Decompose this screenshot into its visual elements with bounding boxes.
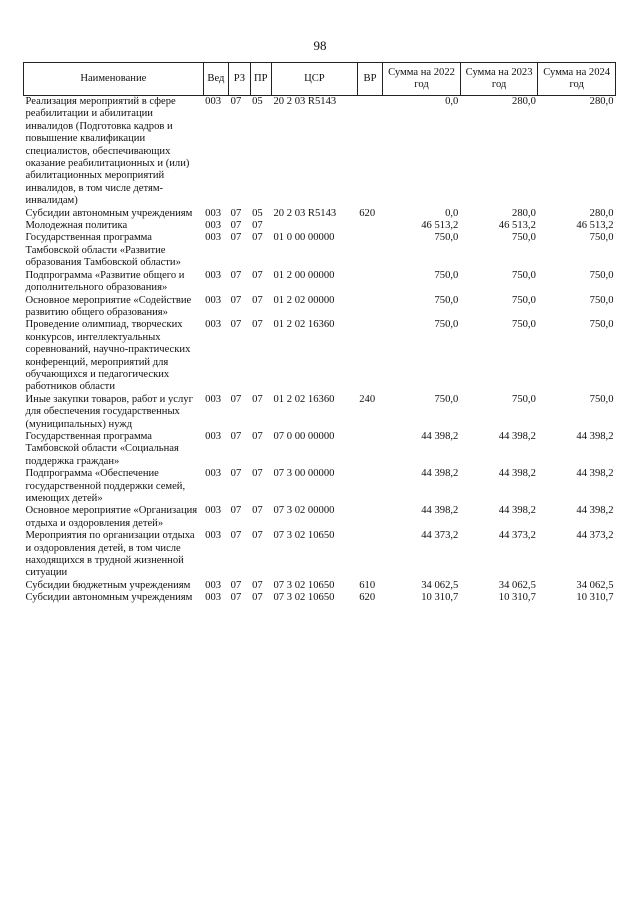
row-pr: 05 (252, 207, 263, 219)
row-sum-2022: 34 062,5 (421, 579, 459, 591)
table-row (24, 220, 616, 232)
row-name: Молодежная политика (25, 220, 128, 232)
row-name: Основное мероприятие «Организация отдыха и оздоровления детей» (25, 505, 198, 529)
row-csr: 01 2 02 00000 (273, 294, 335, 306)
row-sum-2022: 0,0 (445, 96, 459, 107)
row-ved: 003 (205, 592, 222, 604)
header-sum-2023: Сумма на 2023 год (460, 63, 538, 96)
row-csr: 01 2 00 00000 (273, 269, 335, 281)
row-sum-2024: 280,0 (589, 207, 614, 219)
row-vr: 240 (359, 393, 376, 405)
table-row (24, 468, 616, 505)
row-sum-2023: 750,0 (512, 319, 536, 331)
header-pr: ПР (250, 63, 271, 96)
row-pr: 07 (252, 505, 263, 517)
row-name: Субсидии автономным учреждениям (25, 207, 193, 219)
table-row (24, 505, 616, 530)
row-ved: 003 (205, 505, 222, 517)
row-rz: 07 (230, 269, 242, 281)
row-pr: 05 (252, 96, 263, 107)
header-name: Наименование (24, 63, 204, 96)
row-sum-2023: 280,0 (512, 96, 536, 107)
row-sum-2022: 750,0 (434, 269, 459, 281)
row-sum-2024: 750,0 (589, 319, 614, 331)
row-csr: 20 2 03 R5143 (273, 207, 337, 219)
row-sum-2023: 750,0 (512, 393, 536, 405)
row-sum-2022: 750,0 (434, 393, 459, 405)
row-pr: 07 (252, 430, 263, 442)
row-csr: 01 2 02 16360 (273, 393, 335, 405)
row-vr (357, 220, 383, 232)
row-name: Подпрограмма «Развитие общего и дополнительного образования» (25, 269, 185, 294)
table-row (24, 208, 616, 220)
header-sum-2024: Сумма на 2024 год (538, 63, 616, 96)
table-row (24, 431, 616, 468)
row-sum-2024: 44 398,2 (576, 505, 614, 517)
row-vr: 610 (359, 579, 376, 591)
row-sum-2023: 750,0 (512, 269, 536, 281)
row-rz: 07 (230, 294, 242, 306)
row-pr: 07 (252, 232, 263, 244)
row-pr: 07 (252, 393, 263, 405)
row-sum-2024: 10 310,7 (576, 592, 614, 604)
row-rz: 07 (230, 393, 242, 405)
row-rz: 07 (230, 579, 242, 591)
row-sum-2022: 44 398,2 (421, 430, 459, 442)
row-vr (357, 431, 383, 468)
row-vr: 620 (359, 592, 376, 604)
row-sum-2024: 44 398,2 (576, 468, 614, 480)
row-rz: 07 (230, 232, 242, 244)
row-rz: 07 (230, 96, 242, 107)
row-pr: 07 (252, 220, 263, 232)
row-ved: 003 (205, 220, 222, 232)
row-ved: 003 (205, 96, 222, 107)
row-ved: 003 (205, 207, 222, 219)
row-csr: 20 2 03 R5143 (273, 96, 337, 107)
header-vr: ВР (357, 63, 383, 96)
row-sum-2022: 10 310,7 (421, 592, 459, 604)
row-vr (357, 96, 383, 208)
row-sum-2022: 44 398,2 (421, 468, 459, 480)
row-sum-2024: 750,0 (589, 232, 614, 244)
table-row (24, 270, 616, 295)
row-rz: 07 (230, 319, 242, 331)
row-sum-2022: 0,0 (445, 207, 459, 219)
row-name: Субсидии автономным учреждениям (25, 592, 193, 604)
row-sum-2023: 34 062,5 (498, 579, 536, 591)
row-sum-2022: 750,0 (434, 232, 459, 244)
row-sum-2023: 280,0 (512, 207, 536, 219)
row-sum-2022: 44 373,2 (421, 530, 459, 542)
table-header-row (24, 63, 616, 96)
row-name: Субсидии бюджетным учреждениям (25, 579, 191, 591)
row-vr: 620 (359, 207, 376, 219)
row-sum-2023: 44 398,2 (498, 468, 536, 480)
row-ved: 003 (205, 430, 222, 442)
row-sum-2024: 34 062,5 (576, 579, 614, 591)
row-sum-2023: 44 398,2 (498, 430, 536, 442)
row-ved: 003 (205, 530, 222, 542)
row-vr (357, 530, 383, 580)
row-name: Подпрограмма «Обеспечение государственной поддержки семей, имеющих детей» (25, 468, 186, 504)
page-number: 98 (313, 38, 327, 53)
row-sum-2022: 750,0 (434, 294, 459, 306)
table-row (24, 295, 616, 320)
header-sum-2022: Сумма на 2022 год (383, 63, 461, 96)
row-sum-2024: 46 513,2 (576, 220, 614, 232)
row-csr: 07 3 02 10650 (273, 592, 335, 604)
header-csr: ЦСР (272, 63, 358, 96)
row-sum-2022: 750,0 (434, 319, 459, 331)
row-csr: 07 3 02 10650 (273, 579, 335, 591)
table-row (24, 394, 616, 431)
header-ved: Вед (203, 63, 229, 96)
row-sum-2023: 750,0 (512, 294, 536, 306)
row-vr (357, 505, 383, 530)
row-pr: 07 (252, 294, 263, 306)
row-name: Иные закупки товаров, работ и услуг для обеспечения государственных (муниципальных) нужд (25, 393, 193, 430)
row-csr: 07 3 00 00000 (273, 468, 335, 480)
row-vr (357, 295, 383, 320)
row-ved: 003 (205, 232, 222, 244)
row-sum-2024: 750,0 (589, 393, 614, 405)
row-ved: 003 (205, 579, 222, 591)
row-rz: 07 (230, 468, 242, 480)
table-row (24, 319, 616, 393)
row-sum-2024: 44 398,2 (576, 430, 614, 442)
row-sum-2024: 750,0 (589, 294, 614, 306)
row-name: Проведение олимпиад, творческих конкурсов, интеллектуальных соревнований, научно-практических конференций, мероприятий для обучающихся и педагогических работников области (25, 319, 191, 393)
table-row (24, 580, 616, 592)
row-csr (272, 220, 358, 232)
row-pr: 07 (252, 592, 263, 604)
row-sum-2024: 44 373,2 (576, 530, 614, 542)
row-csr: 01 2 02 16360 (273, 319, 335, 331)
row-ved: 003 (205, 269, 222, 281)
row-name: Основное мероприятие «Содействие развитию общего образования» (25, 294, 192, 318)
row-vr (357, 232, 383, 269)
row-vr (357, 468, 383, 505)
row-name: Государственная программа Тамбовской области «Социальная поддержка граждан» (25, 430, 179, 467)
row-sum-2023: 44 398,2 (498, 505, 536, 517)
row-name: Мероприятия по организации отдыха и оздоровления детей, в том числе находящихся в трудной жизненной ситуации (25, 530, 195, 579)
header-rz: РЗ (229, 63, 250, 96)
row-rz: 07 (230, 530, 242, 542)
row-vr (357, 319, 383, 393)
row-sum-2024: 280,0 (589, 96, 614, 107)
row-pr: 07 (252, 530, 263, 542)
row-sum-2024: 750,0 (589, 269, 614, 281)
row-sum-2023: 750,0 (512, 232, 536, 244)
table-row (24, 96, 616, 208)
row-vr (357, 270, 383, 295)
row-pr: 07 (252, 269, 263, 281)
row-rz: 07 (230, 430, 242, 442)
row-rz: 07 (230, 207, 242, 219)
budget-table (23, 62, 616, 605)
table-row (24, 232, 616, 269)
row-csr: 07 0 00 00000 (273, 430, 335, 442)
row-sum-2022: 46 513,2 (421, 220, 459, 232)
row-csr: 07 3 02 10650 (273, 530, 335, 542)
row-ved: 003 (205, 294, 222, 306)
row-ved: 003 (205, 393, 222, 405)
row-pr: 07 (252, 468, 263, 480)
row-sum-2022: 44 398,2 (421, 505, 459, 517)
table-row (24, 592, 616, 604)
row-ved: 003 (205, 468, 222, 480)
row-ved: 003 (205, 319, 222, 331)
row-rz: 07 (230, 505, 242, 517)
row-rz: 07 (230, 592, 242, 604)
row-name: Реализация мероприятий в сфере реабилитации и абилитации инвалидов (Подготовка кадров и повышение квалификации специалистов, обеспечивающих оказание реабилитационных и (или) абилитационных мероприятий инвалидов, в том числе детям-инвалидам) (25, 96, 190, 207)
row-sum-2023: 44 373,2 (498, 530, 536, 542)
table-row (24, 530, 616, 580)
row-rz: 07 (230, 220, 242, 232)
row-sum-2023: 46 513,2 (498, 220, 536, 232)
row-csr: 01 0 00 00000 (273, 232, 335, 244)
row-sum-2023: 10 310,7 (498, 592, 536, 604)
row-pr: 07 (252, 319, 263, 331)
row-csr: 07 3 02 00000 (273, 505, 335, 517)
row-name: Государственная программа Тамбовской области «Развитие образования Тамбовской области» (25, 232, 181, 269)
row-pr: 07 (252, 579, 263, 591)
